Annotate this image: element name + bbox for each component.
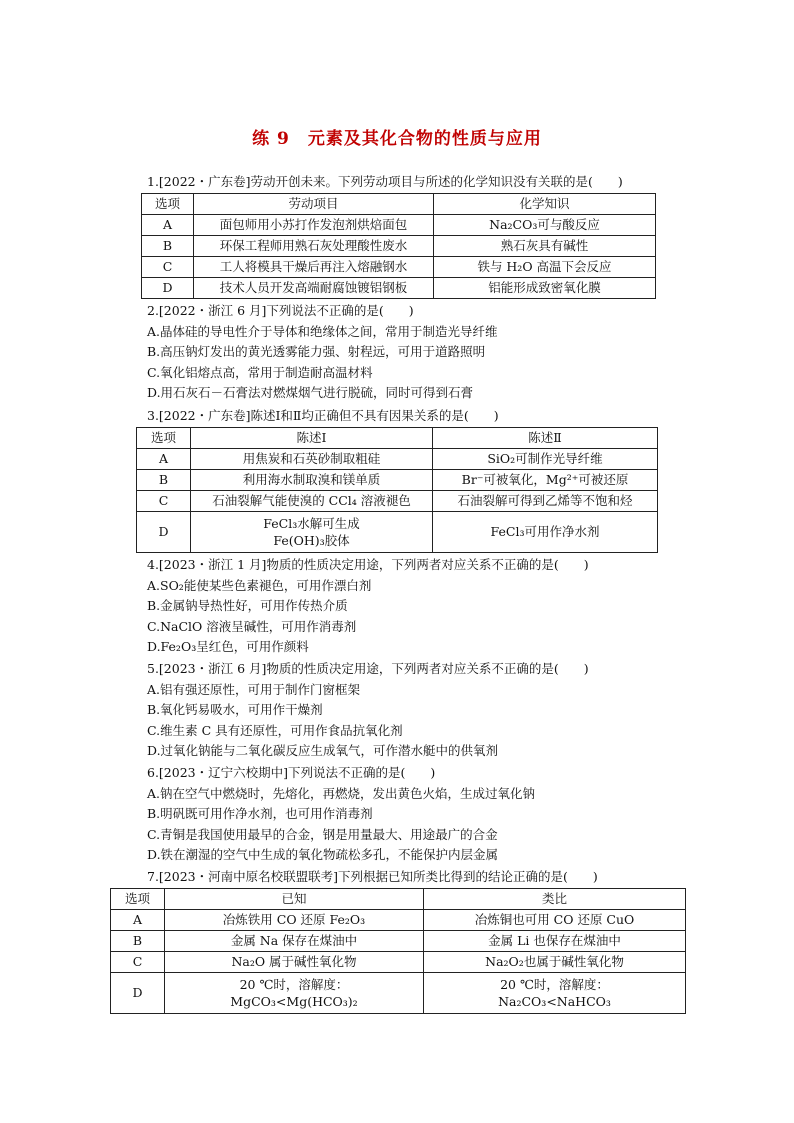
table-cell: 冶炼铁用 CO 还原 Fe₂O₃ xyxy=(165,910,424,931)
question-3-stem: 3.[2022・广东卷]陈述Ⅰ和Ⅱ均正确但不具有因果关系的是( ) xyxy=(147,408,499,423)
question-1-stem: 1.[2022・广东卷]劳动开创未来。下列劳动项目与所述的化学知识没有关联的是( ) xyxy=(147,174,623,189)
question-5-stem: 5.[2023・浙江 6 月]物质的性质决定用途，下列两者对应关系不正确的是( ) xyxy=(147,661,589,676)
header-cell: 化学知识 xyxy=(434,194,656,215)
table-header-row xyxy=(137,428,658,449)
table-cell xyxy=(191,512,433,553)
option-d: D.用石灰石－石膏法对燃煤烟气进行脱硫，同时可得到石膏 xyxy=(147,385,474,400)
table-cell xyxy=(424,973,686,1014)
cell-line: Na₂CO₃<NaHCO₃ xyxy=(498,994,611,1009)
cell-line: FeCl₃水解可生成 xyxy=(263,516,360,531)
table-row xyxy=(142,236,656,257)
table-row xyxy=(142,278,656,299)
header-cell: 已知 xyxy=(165,889,424,910)
table-cell: 技术人员开发高端耐腐蚀镀铝钢板 xyxy=(194,278,434,299)
question-4 xyxy=(147,555,589,658)
header-cell: 选项 xyxy=(137,428,191,449)
table-row xyxy=(142,257,656,278)
option-c: C.青铜是我国使用最早的合金，钢是用量最大、用途最广的合金 xyxy=(147,826,498,842)
option-label-cell: D xyxy=(137,512,191,553)
question-3-table xyxy=(136,427,658,553)
option-c: C.维生素 C 具有还原性，可用作食品抗氧化剂 xyxy=(147,722,403,738)
question-2-stem: 2.[2022・浙江 6 月]下列说法不正确的是( ) xyxy=(147,303,414,318)
table-row xyxy=(137,449,658,470)
option-d: D.Fe₂O₃呈红色，可用作颜料 xyxy=(147,639,309,654)
table-cell xyxy=(165,973,424,1014)
header-cell: 选项 xyxy=(142,194,194,215)
table-cell: FeCl₃可用作净水剂 xyxy=(433,512,658,553)
table-cell: 金属 Na 保存在煤油中 xyxy=(165,931,424,952)
page-title: 练 9 元素及其化合物的性质与应用 xyxy=(252,129,542,149)
table-row xyxy=(111,952,686,973)
option-a: A.钠在空气中燃烧时，先熔化，再燃烧，发出黄色火焰，生成过氧化钠 xyxy=(147,785,536,801)
table-row xyxy=(111,931,686,952)
option-a: A.SO₂能使某些色素褪色，可用作漂白剂 xyxy=(147,577,372,593)
option-label-cell: D xyxy=(142,278,194,299)
table-row xyxy=(137,470,658,491)
table-cell: 石油裂解气能使溴的 CCl₄ 溶液褪色 xyxy=(191,491,433,512)
option-a: A.铝有强还原性，可用于制作门窗框架 xyxy=(147,681,361,697)
header-cell: 劳动项目 xyxy=(194,194,434,215)
table-row xyxy=(111,973,686,1014)
option-label-cell: B xyxy=(111,931,165,952)
table-cell: 利用海水制取溴和镁单质 xyxy=(191,470,433,491)
table-cell: SiO₂可制作光导纤维 xyxy=(433,449,658,470)
table-cell: Na₂O₂也属于碱性氧化物 xyxy=(424,952,686,973)
table-row xyxy=(111,910,686,931)
question-7-table xyxy=(110,888,686,1014)
header-cell: 类比 xyxy=(424,889,686,910)
table-cell: 石油裂解可得到乙烯等不饱和烃 xyxy=(433,491,658,512)
option-label-cell: A xyxy=(111,910,165,931)
option-b: B.高压钠灯发出的黄光透雾能力强、射程远，可用于道路照明 xyxy=(147,344,486,359)
option-c: C.氧化铝熔点高，常用于制造耐高温材料 xyxy=(147,364,373,380)
option-b: B.氧化钙易吸水，可用作干燥剂 xyxy=(147,702,323,717)
question-6 xyxy=(147,763,535,866)
header-cell: 选项 xyxy=(111,889,165,910)
option-a: A.晶体硅的导电性介于导体和绝缘体之间，常用于制造光导纤维 xyxy=(147,323,498,339)
table-row xyxy=(137,491,658,512)
option-d: D.过氧化钠能与二氧化碳反应生成氧气，可作潜水艇中的供氧剂 xyxy=(147,743,499,758)
table-cell: Na₂O 属于碱性氧化物 xyxy=(165,952,424,973)
option-label-cell: B xyxy=(137,470,191,491)
table-cell: Na₂CO₃可与酸反应 xyxy=(434,215,656,236)
table-cell: 面包师用小苏打作发泡剂烘焙面包 xyxy=(194,215,434,236)
option-label-cell: D xyxy=(111,973,165,1014)
cell-line: Fe(OH)₃胶体 xyxy=(273,533,350,548)
header-cell: 陈述Ⅰ xyxy=(191,428,433,449)
question-7-stem: 7.[2023・河南中原名校联盟联考]下列根据已知所类比得到的结论正确的是( ) xyxy=(147,869,598,884)
table-cell: 熟石灰具有碱性 xyxy=(434,236,656,257)
table-header-row xyxy=(111,889,686,910)
option-d: D.铁在潮湿的空气中生成的氧化物疏松多孔，不能保护内层金属 xyxy=(147,847,499,862)
table-cell: 铝能形成致密氧化膜 xyxy=(434,278,656,299)
table-cell: 用焦炭和石英砂制取粗硅 xyxy=(191,449,433,470)
header-cell: 陈述Ⅱ xyxy=(433,428,658,449)
option-label-cell: C xyxy=(142,257,194,278)
cell-line: MgCO₃<Mg(HCO₃)₂ xyxy=(230,994,358,1009)
cell-line: 20 ℃时，溶解度： xyxy=(239,977,349,992)
question-5 xyxy=(147,659,589,762)
option-c: C.NaClO 溶液呈碱性，可用作消毒剂 xyxy=(147,618,357,634)
option-b: B.金属钠导热性好，可用作传热介质 xyxy=(147,598,348,613)
table-header-row xyxy=(142,194,656,215)
question-1-table xyxy=(141,193,656,299)
table-cell: 环保工程师用熟石灰处理酸性废水 xyxy=(194,236,434,257)
table-cell: 冶炼铜也可用 CO 还原 CuO xyxy=(424,910,686,931)
table-cell: 工人将模具干燥后再注入熔融钢水 xyxy=(194,257,434,278)
table-cell: Br⁻可被氧化，Mg²⁺可被还原 xyxy=(433,470,658,491)
option-label-cell: B xyxy=(142,236,194,257)
option-label-cell: C xyxy=(111,952,165,973)
option-label-cell: C xyxy=(137,491,191,512)
question-2 xyxy=(147,301,498,404)
option-label-cell: A xyxy=(137,449,191,470)
option-label-cell: A xyxy=(142,215,194,236)
cell-line: 20 ℃时，溶解度： xyxy=(500,977,609,992)
option-b: B.明矾既可用作净水剂，也可用作消毒剂 xyxy=(147,806,373,821)
table-cell: 金属 Li 也保存在煤油中 xyxy=(424,931,686,952)
table-row xyxy=(142,215,656,236)
question-6-stem: 6.[2023・辽宁六校期中]下列说法不正确的是( ) xyxy=(147,765,436,780)
table-row xyxy=(137,512,658,553)
question-4-stem: 4.[2023・浙江 1 月]物质的性质决定用途，下列两者对应关系不正确的是( ) xyxy=(147,557,589,572)
table-cell: 铁与 H₂O 高温下会反应 xyxy=(434,257,656,278)
